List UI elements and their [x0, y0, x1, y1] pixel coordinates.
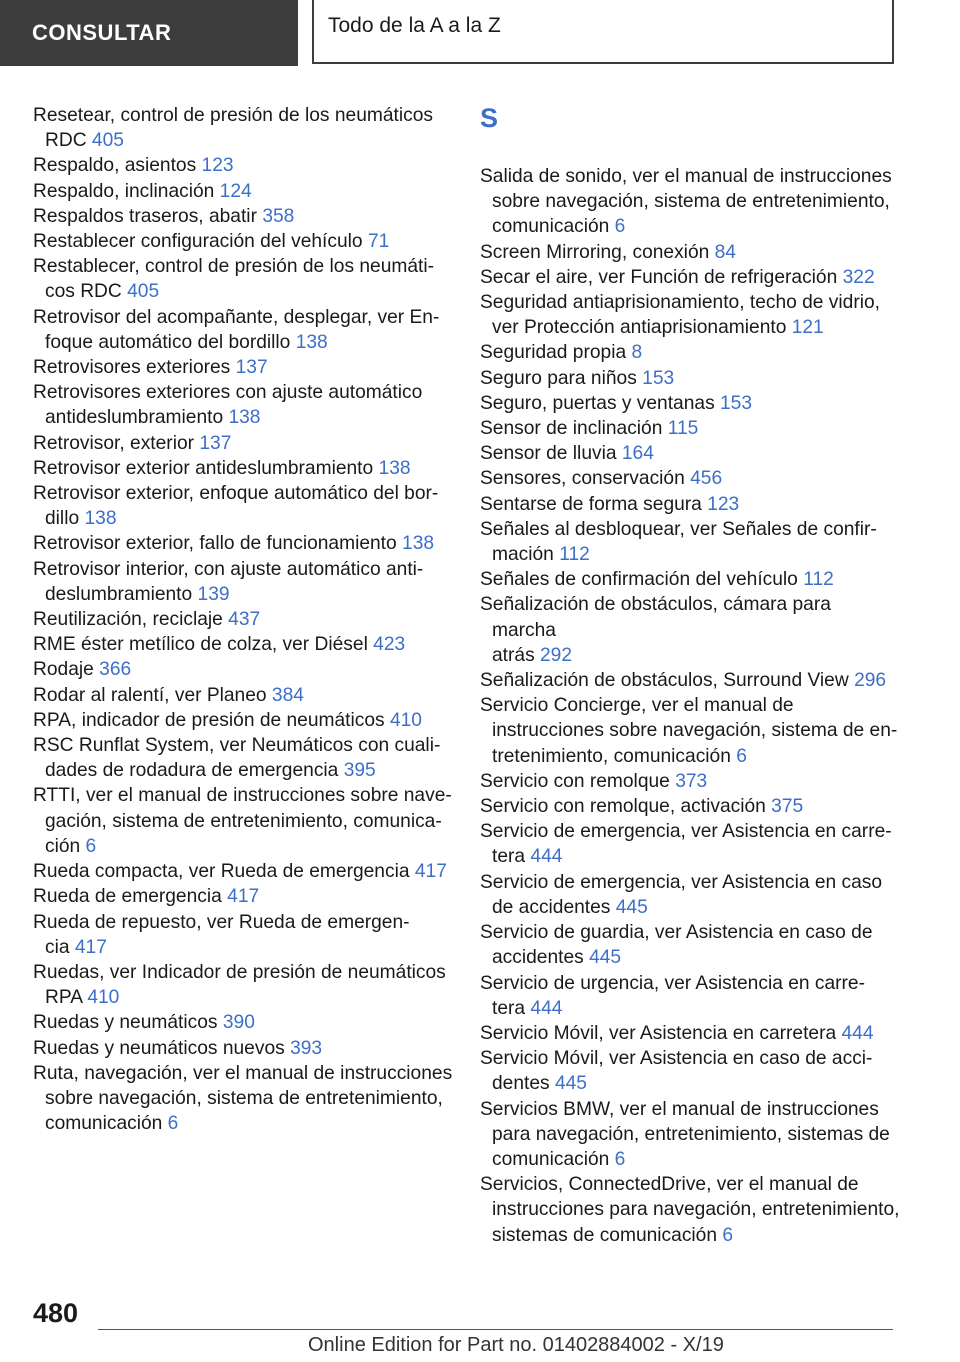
page-reference-link[interactable]: 445: [554, 1073, 587, 1095]
index-entry: [33, 153, 453, 178]
page-reference-link[interactable]: 445: [615, 896, 648, 918]
page-reference-link[interactable]: 138: [402, 533, 435, 555]
page-reference-link[interactable]: 410: [389, 709, 422, 731]
index-entry-text: dentes: [492, 1073, 550, 1095]
index-entry: [33, 683, 453, 708]
index-entry-text: Reutilización, reciclaje: [33, 609, 223, 631]
index-entry: [33, 657, 453, 682]
page-reference-link[interactable]: 138: [228, 407, 261, 429]
section-tab: CONSULTAR: [0, 0, 298, 66]
index-entry-text: Retrovisores exteriores: [33, 357, 231, 379]
page-reference-link[interactable]: 71: [367, 231, 390, 253]
index-entry-text: Restablecer configuración del vehículo: [33, 231, 363, 253]
index-entry: [33, 355, 453, 380]
index-entry-text: Sensor de lluvia: [480, 443, 617, 465]
index-column-left: [33, 103, 453, 1136]
page-reference-link[interactable]: 112: [803, 569, 834, 591]
page-reference-link[interactable]: 137: [235, 357, 268, 379]
page-reference-link[interactable]: 405: [91, 130, 124, 152]
index-entry-text: gación, sistema de entretenimiento, comunica-: [45, 810, 442, 832]
index-entry-text: RPA, indicador de presión de neumáticos: [33, 709, 385, 731]
index-entry: [33, 733, 453, 783]
index-entry-text: Respaldo, asientos: [33, 155, 197, 177]
index-entry: [480, 366, 900, 391]
index-entry-text: Servicio de guardia, ver Asistencia en caso de: [480, 922, 873, 944]
page-reference-link[interactable]: 6: [736, 745, 747, 767]
page-reference-link[interactable]: 153: [642, 367, 675, 389]
index-entry-text: Ruedas y neumáticos: [33, 1012, 218, 1034]
index-entry: [480, 240, 900, 265]
index-entry-text: para navegación, entretenimiento, sistemas de: [492, 1123, 890, 1145]
index-entry-text: sobre navegación, sistema de entretenimiento,: [492, 191, 890, 213]
page-reference-link[interactable]: 390: [222, 1012, 255, 1034]
index-entry-text: Rueda de repuesto, ver Rueda de emergen-: [33, 911, 410, 933]
index-entry-text: Sensores, conservación: [480, 468, 685, 490]
index-entry-text: RDC: [45, 130, 87, 152]
index-entry-text: Ruedas, ver Indicador de presión de neumáticos: [33, 961, 446, 983]
index-entry-text: foque automático del bordillo: [45, 331, 291, 353]
index-entry: [33, 708, 453, 733]
chapter-title: Todo de la A a la Z: [312, 0, 894, 64]
index-entry: [33, 380, 453, 430]
index-entry: [33, 1061, 453, 1137]
page-reference-link[interactable]: 417: [74, 936, 107, 958]
page-reference-link[interactable]: 393: [290, 1037, 323, 1059]
page-reference-link[interactable]: 6: [167, 1113, 179, 1135]
index-entry: [480, 819, 900, 869]
page-reference-link[interactable]: 375: [771, 796, 804, 818]
index-entry: [480, 668, 900, 693]
index-entry-text: Retrovisor exterior, enfoque automático del bor-: [33, 483, 439, 505]
index-entry-text: Servicio de emergencia, ver Asistencia en caso: [480, 871, 883, 893]
page-reference-link[interactable]: 112: [559, 544, 590, 566]
index-entry-text: RSC Runflat System, ver Neumáticos con cuali-: [33, 735, 441, 757]
index-entry-text: sistemas de comunicación: [492, 1224, 718, 1246]
index-entry-text: ción: [45, 835, 81, 857]
index-entry-text: instrucciones para navegación, entretenimiento,: [492, 1199, 900, 1221]
index-entry: [480, 441, 900, 466]
page-reference-link[interactable]: 395: [343, 760, 376, 782]
index-entry-text: Señalización de obstáculos, cámara para marcha: [480, 594, 831, 641]
index-entry-text: Rueda de emergencia: [33, 886, 222, 908]
index-letter-heading: S: [480, 103, 499, 133]
index-entry: [480, 769, 900, 794]
page-reference-link[interactable]: 366: [99, 659, 132, 681]
index-entry-text: Servicio de emergencia, ver Asistencia en carre-: [480, 821, 892, 843]
index-entry: [480, 416, 900, 441]
index-entry: [480, 794, 900, 819]
page-reference-link[interactable]: 444: [530, 846, 563, 868]
index-entry: [480, 391, 900, 416]
index-entry-text: Retrovisor, exterior: [33, 432, 195, 454]
index-entry-text: cos RDC: [45, 281, 122, 303]
index-entry-text: dades de rodadura de emergencia: [45, 760, 339, 782]
index-entry: [33, 456, 453, 481]
index-entry: [480, 920, 900, 970]
index-entry: [480, 340, 900, 365]
index-entry-text: accidentes: [492, 947, 584, 969]
page-header: [0, 0, 960, 66]
index-entry-text: Secar el aire, ver Función de refrigeración: [480, 266, 838, 288]
page-reference-link[interactable]: 123: [707, 493, 740, 515]
index-entry: [480, 1172, 900, 1248]
page-reference-link[interactable]: 456: [690, 468, 723, 490]
page-reference-link[interactable]: 417: [414, 861, 447, 883]
page-reference-link[interactable]: 373: [675, 770, 708, 792]
page-reference-link[interactable]: 6: [722, 1224, 734, 1246]
index-entry: [480, 1021, 900, 1046]
index-entry-text: dillo: [45, 508, 80, 530]
index-entry: [33, 204, 453, 229]
page-reference-link[interactable]: 84: [714, 241, 736, 263]
index-entry-text: Sentarse de forma segura: [480, 493, 702, 515]
page-reference-link[interactable]: 138: [84, 508, 117, 530]
index-entry-text: de accidentes: [492, 896, 611, 918]
index-entry: [480, 870, 900, 920]
page-reference-link[interactable]: 444: [530, 997, 563, 1019]
index-entry-text: Retrovisor exterior antideslumbramiento: [33, 457, 374, 479]
index-entry-text: mación: [492, 544, 554, 566]
index-entry-text: Señales de confirmación del vehículo: [480, 569, 798, 591]
index-entry: [480, 517, 900, 567]
index-entries-s: [480, 164, 900, 1248]
index-entry: [33, 305, 453, 355]
index-entry-text: RTTI, ver el manual de instrucciones sobre nave-: [33, 785, 452, 807]
page-reference-link[interactable]: 164: [621, 443, 654, 465]
index-entry: [480, 592, 900, 668]
index-entry: [480, 1046, 900, 1096]
index-entry: [33, 431, 453, 456]
index-entry: [480, 164, 900, 240]
index-entry: [480, 265, 900, 290]
index-entry-text: Salida de sonido, ver el manual de instrucciones: [480, 166, 892, 187]
index-entry: [480, 567, 900, 592]
index-entry-text: Servicio Móvil, ver Asistencia en carretera: [480, 1022, 837, 1044]
index-entry-text: comunicación: [492, 216, 610, 238]
index-entry-text: antideslumbramiento: [45, 407, 224, 429]
index-entry: [33, 229, 453, 254]
page-reference-link[interactable]: 139: [197, 583, 230, 605]
index-entry: [33, 632, 453, 657]
page-reference-link[interactable]: 138: [378, 457, 411, 479]
index-entry-text: tera: [492, 846, 526, 868]
index-entry-text: Rueda compacta, ver Rueda de emergencia: [33, 861, 410, 883]
index-entry: [33, 557, 453, 607]
index-entry-text: deslumbramiento: [45, 583, 193, 605]
index-entry-text: Servicio Móvil, ver Asistencia en caso de acci-: [480, 1048, 873, 1070]
index-entry-text: RME éster metílico de colza, ver Diésel: [33, 634, 368, 656]
page-reference-link[interactable]: 6: [614, 216, 626, 238]
page-reference-link[interactable]: 115: [667, 418, 699, 440]
index-entry: [33, 1010, 453, 1035]
index-entry-text: Rodar al ralentí, ver Planeo: [33, 684, 267, 706]
index-entry-text: Respaldo, inclinación: [33, 180, 215, 202]
index-entry-text: Seguro, puertas y ventanas: [480, 392, 715, 414]
page-reference-link[interactable]: 296: [854, 670, 887, 692]
index-entry-text: Retrovisor interior, con ajuste automático anti-: [33, 558, 424, 580]
index-entry-text: comunicación: [492, 1148, 610, 1170]
index-entry-text: tretenimiento, comunicación: [492, 745, 731, 767]
page-reference-link[interactable]: 410: [87, 987, 120, 1009]
page-reference-link[interactable]: 444: [841, 1022, 874, 1044]
index-entry-text: Retrovisor exterior, fallo de funcionamiento: [33, 533, 397, 555]
index-entry: [33, 884, 453, 909]
index-entry-text: Screen Mirroring, conexión: [480, 241, 710, 263]
page-reference-link[interactable]: 423: [373, 634, 406, 656]
index-entry-text: Seguro para niños: [480, 367, 637, 389]
index-entry: [480, 1097, 900, 1173]
page-reference-link[interactable]: 322: [842, 266, 875, 288]
index-entry-text: Retrovisores exteriores con ajuste automático: [33, 382, 423, 404]
index-entry-text: RPA: [45, 987, 82, 1009]
page-reference-link[interactable]: 121: [791, 317, 824, 339]
index-entry-text: Restablecer, control de presión de los neumáti-: [33, 256, 435, 278]
index-entry-text: Seguridad antiaprisionamiento, techo de vidrio,: [480, 292, 880, 314]
index-entry-text: ver Protección antiaprisionamiento: [492, 317, 787, 339]
index-entry: [33, 531, 453, 556]
index-entry-text: Sensor de inclinación: [480, 418, 663, 440]
index-entry-text: Señalización de obstáculos, Surround View: [480, 670, 849, 692]
page-reference-link[interactable]: 358: [262, 205, 295, 227]
index-entry: [480, 971, 900, 1021]
page-reference-link[interactable]: 417: [227, 886, 260, 908]
index-entry-text: Seguridad propia: [480, 342, 627, 364]
index-entry-text: tera: [492, 997, 526, 1019]
index-entry: [33, 607, 453, 632]
index-entry-text: comunicación: [45, 1113, 163, 1135]
page-reference-link[interactable]: 123: [201, 155, 234, 177]
page-reference-link[interactable]: 292: [540, 644, 573, 666]
index-entry-text: cia: [45, 936, 70, 958]
index-column-right: [480, 103, 900, 1248]
index-entry-text: Servicio Concierge, ver el manual de: [480, 695, 794, 717]
index-entry-text: sobre navegación, sistema de entretenimiento,: [45, 1087, 443, 1109]
index-entry-text: Ruedas y neumáticos nuevos: [33, 1037, 285, 1059]
index-entry: [33, 179, 453, 204]
index-entry-text: Señales al desbloquear, ver Señales de confir-: [480, 518, 877, 540]
page-reference-link[interactable]: 6: [614, 1148, 626, 1170]
index-entry: [33, 481, 453, 531]
index-entry: [33, 254, 453, 304]
index-entry: [33, 910, 453, 960]
index-entry: [33, 960, 453, 1010]
page-reference-link[interactable]: 137: [199, 432, 232, 454]
footer-edition: Online Edition for Part no. 01402884002 - X/19: [308, 1334, 724, 1356]
index-entry: [33, 783, 453, 859]
index-entry-text: Rodaje: [33, 659, 94, 681]
page-reference-link[interactable]: 384: [271, 684, 304, 706]
index-entry-text: Ruta, navegación, ver el manual de instrucciones: [33, 1062, 453, 1084]
page-reference-link[interactable]: 6: [85, 835, 97, 857]
index-entry-text: Servicios, ConnectedDrive, ver el manual de: [480, 1174, 859, 1196]
index-entry: [33, 859, 453, 884]
footer-divider: [98, 1329, 893, 1330]
index-entry-text: Servicio con remolque, activación: [480, 796, 766, 818]
index-entry-text: Resetear, control de presión de los neumáticos: [33, 105, 433, 126]
page-reference-link[interactable]: 124: [219, 180, 252, 202]
index-entry-text: Respaldos traseros, abatir: [33, 205, 257, 227]
page-reference-link[interactable]: 153: [720, 392, 753, 414]
page-reference-link[interactable]: 405: [127, 281, 160, 303]
index-entry-text: instrucciones sobre navegación, sistema de en-: [492, 720, 898, 742]
index-entry-text: Servicios BMW, ver el manual de instrucciones: [480, 1098, 879, 1120]
page-reference-link[interactable]: 437: [228, 609, 261, 631]
index-entry: [480, 290, 900, 340]
index-entry: [33, 1036, 453, 1061]
page-reference-link[interactable]: 445: [589, 947, 622, 969]
page-reference-link[interactable]: 8: [631, 342, 643, 364]
page-number: 480: [33, 1298, 79, 1328]
index-entry: [480, 492, 900, 517]
index-entry-text: Servicio de urgencia, ver Asistencia en carre-: [480, 972, 865, 994]
index-entry: [480, 693, 900, 769]
index-entry-text: Servicio con remolque: [480, 770, 670, 792]
page-reference-link[interactable]: 138: [295, 331, 328, 353]
index-entry: [480, 466, 900, 491]
index-entry-text: atrás: [492, 644, 535, 666]
index-entry-text: Retrovisor del acompañante, desplegar, ver En-: [33, 306, 440, 328]
index-entry: [33, 103, 453, 153]
